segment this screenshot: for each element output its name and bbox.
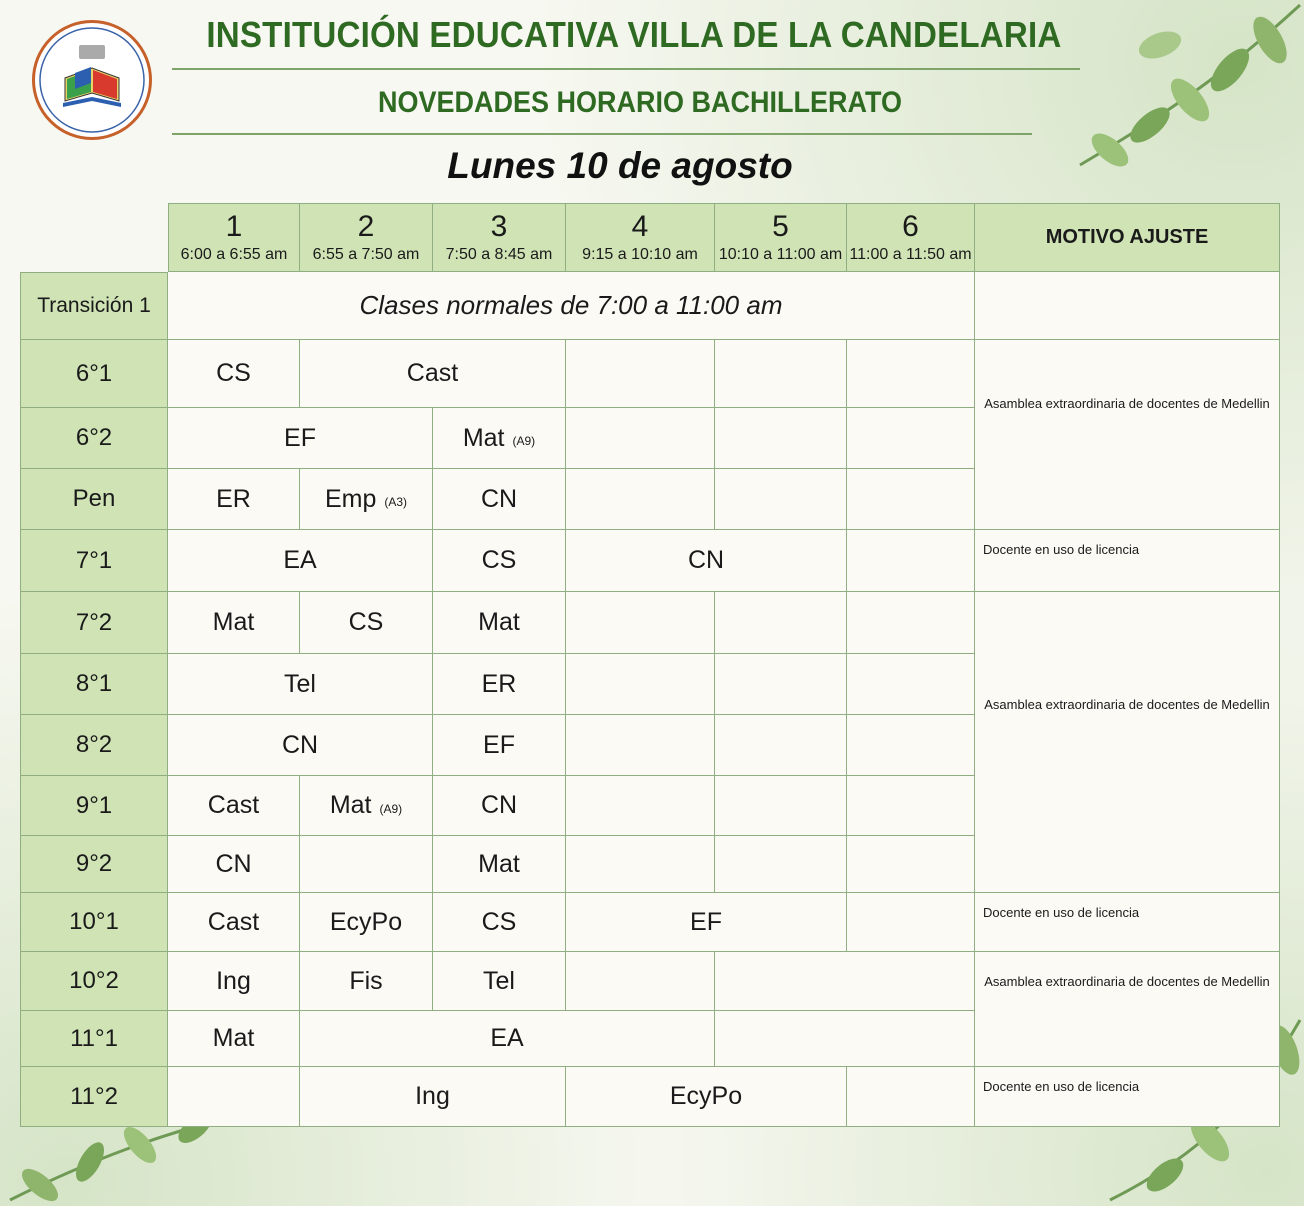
subject-cell xyxy=(168,715,433,776)
subject-cell xyxy=(566,530,847,592)
row-label: 9°1 xyxy=(20,776,168,836)
subject-cell xyxy=(300,1011,715,1067)
subject-cell xyxy=(168,530,433,592)
row-label: 11°2 xyxy=(20,1067,168,1127)
subject-cell xyxy=(168,592,300,654)
empty-cell xyxy=(300,836,433,893)
motivo-cell: Asamblea extraordinaria de docentes de Medellin xyxy=(975,340,1280,530)
subject-name: Cast xyxy=(207,791,260,819)
subject-cell xyxy=(433,776,566,836)
empty-cell xyxy=(715,776,847,836)
empty-cell xyxy=(566,340,715,408)
subject-name: CN xyxy=(480,791,518,819)
empty-cell xyxy=(847,1067,975,1127)
row-label: 7°2 xyxy=(20,592,168,654)
subject-name: EA xyxy=(283,546,317,574)
subject-cell xyxy=(566,1067,847,1127)
subject-name: Mat xyxy=(462,423,505,452)
row-label: 6°2 xyxy=(20,408,168,469)
empty-cell xyxy=(168,1067,300,1127)
subject-name: Mat xyxy=(478,849,520,878)
empty-cell xyxy=(847,469,975,530)
subject-name: EA xyxy=(490,1024,524,1052)
empty-cell xyxy=(715,340,847,408)
motivo-cell: Asamblea extraordinaria de docentes de Medellin xyxy=(975,952,1280,1067)
period-time: 11:00 a 11:50 am xyxy=(849,245,972,263)
subject-name: Mat xyxy=(329,791,372,819)
subject-cell xyxy=(300,776,433,836)
title-divider xyxy=(172,68,1080,70)
institution-title: INSTITUCIÓN EDUCATIVA VILLA DE LA CANDELARIA xyxy=(206,14,1062,55)
motivo-cell: Asamblea extraordinaria de docentes de Medellin xyxy=(975,592,1280,893)
period-header-1 xyxy=(168,203,300,272)
empty-cell xyxy=(715,592,847,654)
subject-cell xyxy=(300,1067,566,1127)
period-time: 9:15 a 10:10 am xyxy=(582,245,698,263)
empty-cell xyxy=(715,715,847,776)
subject-cell xyxy=(433,408,566,469)
motivo-cell: Docente en uso de licencia xyxy=(975,1067,1280,1127)
empty-cell xyxy=(566,592,715,654)
subject-cell xyxy=(433,592,566,654)
empty-cell xyxy=(847,530,975,592)
period-number: 3 xyxy=(490,209,508,243)
motivo-cell: Docente en uso de licencia xyxy=(975,530,1280,592)
row-label: Pen xyxy=(20,469,168,530)
subject-name: CN xyxy=(281,730,319,759)
row-label: Transición 1 xyxy=(20,272,168,340)
subject-name: Cast xyxy=(207,907,260,936)
subject-cell xyxy=(433,893,566,952)
row-label: 11°1 xyxy=(20,1011,168,1067)
period-header-5 xyxy=(715,203,847,272)
motivo-header: MOTIVO AJUSTE xyxy=(975,203,1280,272)
subject-cell xyxy=(168,408,433,469)
subject-cell xyxy=(168,836,300,893)
subject-cell xyxy=(300,469,433,530)
subject-cell xyxy=(168,340,300,408)
room-code: (A3) xyxy=(384,495,408,509)
subject-cell xyxy=(433,715,566,776)
room-code: (A9) xyxy=(512,434,536,448)
subject-cell xyxy=(433,654,566,715)
period-header-3 xyxy=(433,203,566,272)
empty-cell xyxy=(715,836,847,893)
empty-cell xyxy=(566,776,715,836)
row-label: 7°1 xyxy=(20,530,168,592)
empty-cell xyxy=(847,592,975,654)
subject-name: Ing xyxy=(415,1082,450,1110)
subject-name: Ing xyxy=(216,966,251,995)
period-time: 6:00 a 6:55 am xyxy=(180,245,288,263)
subject-name: CN xyxy=(687,546,725,574)
subject-cell xyxy=(168,893,300,952)
empty-cell xyxy=(715,654,847,715)
subject-cell xyxy=(168,469,300,530)
subject-name: Mat xyxy=(478,608,520,636)
empty-cell xyxy=(847,654,975,715)
subject-name: CS xyxy=(216,359,251,387)
row-label: 6°1 xyxy=(20,340,168,408)
subject-cell xyxy=(433,469,566,530)
subject-name: CS xyxy=(481,546,517,574)
empty-cell xyxy=(847,776,975,836)
row-label: 10°2 xyxy=(20,952,168,1011)
row-label: 8°1 xyxy=(20,654,168,715)
motivo-cell: Docente en uso de licencia xyxy=(975,893,1280,952)
subject-name: ER xyxy=(216,484,251,513)
subject-name: Tel xyxy=(284,669,316,698)
normal-classes-note: Clases normales de 7:00 a 11:00 am xyxy=(168,272,975,340)
empty-cell xyxy=(715,408,847,469)
subject-cell xyxy=(300,893,433,952)
subject-name: EF xyxy=(284,423,316,452)
period-header-2 xyxy=(300,203,433,272)
subject-cell xyxy=(433,530,566,592)
empty-cell xyxy=(566,469,715,530)
period-time: 6:55 a 7:50 am xyxy=(312,245,420,263)
empty-cell xyxy=(847,340,975,408)
subject-name: EF xyxy=(483,730,515,759)
schedule-date: Lunes 10 de agosto xyxy=(447,145,793,186)
period-number: 4 xyxy=(631,209,649,243)
subject-cell xyxy=(300,592,433,654)
period-time: 10:10 a 11:00 am xyxy=(718,245,843,263)
empty-cell xyxy=(847,715,975,776)
subject-cell xyxy=(566,893,847,952)
school-logo xyxy=(32,20,152,140)
empty-cell xyxy=(715,469,847,530)
empty-cell xyxy=(715,952,975,1011)
empty-cell xyxy=(566,715,715,776)
subject-cell xyxy=(300,952,433,1011)
subject-name: Cast xyxy=(406,359,459,387)
empty-cell xyxy=(566,836,715,893)
motivo-cell xyxy=(975,272,1280,340)
period-number: 6 xyxy=(902,209,919,243)
subject-name: CS xyxy=(348,608,384,636)
subject-name: CS xyxy=(481,907,517,936)
empty-cell xyxy=(847,836,975,893)
subject-name: EcyPo xyxy=(329,907,403,936)
period-header-4 xyxy=(566,203,715,272)
subtitle-divider xyxy=(172,133,1032,135)
empty-cell xyxy=(847,408,975,469)
row-label: 9°2 xyxy=(20,836,168,893)
row-label: 10°1 xyxy=(20,893,168,952)
period-number: 2 xyxy=(357,209,375,243)
subject-name: Tel xyxy=(483,966,515,995)
subject-name: EcyPo xyxy=(669,1082,743,1110)
subject-name: CN xyxy=(480,484,518,513)
subject-cell xyxy=(168,654,433,715)
empty-cell xyxy=(566,654,715,715)
subject-name: Mat xyxy=(212,608,255,636)
subject-name: EF xyxy=(690,907,722,936)
subject-name: CN xyxy=(215,849,252,878)
subject-cell xyxy=(168,776,300,836)
subject-name: Fis xyxy=(349,966,383,995)
empty-cell xyxy=(566,952,715,1011)
subject-cell xyxy=(168,1011,300,1067)
subject-name: ER xyxy=(481,669,517,698)
schedule-subtitle: NOVEDADES HORARIO BACHILLERATO xyxy=(377,86,903,119)
period-number: 5 xyxy=(772,209,789,243)
subject-cell xyxy=(168,952,300,1011)
period-number: 1 xyxy=(225,209,243,243)
empty-cell xyxy=(847,893,975,952)
empty-cell xyxy=(715,1011,975,1067)
period-time: 7:50 a 8:45 am xyxy=(445,245,553,263)
room-code: (A9) xyxy=(379,801,403,816)
period-header-6 xyxy=(847,203,975,272)
subject-name: Mat xyxy=(212,1024,255,1052)
subject-cell xyxy=(300,340,566,408)
empty-cell xyxy=(566,408,715,469)
row-label: 8°2 xyxy=(20,715,168,776)
subject-name: Emp xyxy=(324,484,377,513)
subject-cell xyxy=(433,952,566,1011)
subject-cell xyxy=(433,836,566,893)
